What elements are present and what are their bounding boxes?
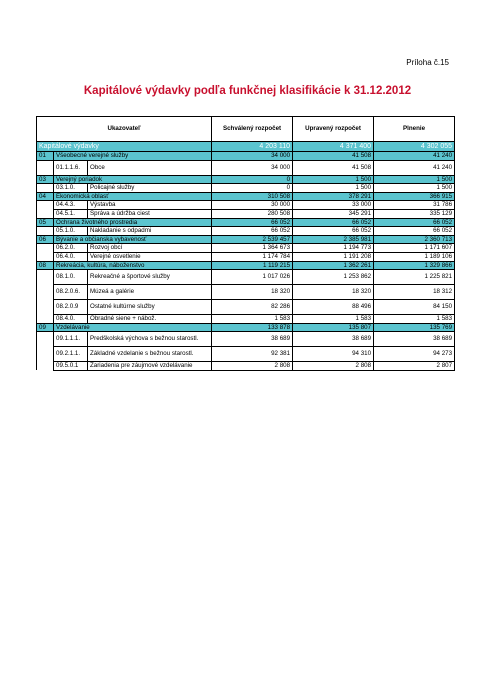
section-code: 09 [37, 323, 54, 332]
item-code: 06.4.0. [54, 252, 88, 261]
adjusted-value: 345 291 [293, 209, 374, 218]
item-code: 06.2.0. [54, 244, 88, 253]
item-row [37, 332, 455, 347]
item-code: 05.1.0. [54, 227, 88, 236]
item-name: Ostatné kultúrne služby [88, 300, 212, 315]
indent-cell [37, 270, 54, 285]
approved-value: 66 052 [212, 227, 293, 236]
item-code: 08.2.0.6. [54, 285, 88, 300]
actual-value: 84 150 [374, 300, 455, 315]
item-name: Predškolská výchova s bežnou starostl. [88, 332, 212, 347]
adjusted-value: 41 508 [293, 160, 374, 175]
actual-value: 135 769 [374, 323, 455, 332]
adjusted-value: 135 807 [293, 323, 374, 332]
actual-value: 335 129 [374, 209, 455, 218]
section-name: Ekonomická oblasť [54, 192, 212, 201]
indent-cell [37, 285, 54, 300]
item-row [37, 285, 455, 300]
actual-value: 18 312 [374, 285, 455, 300]
item-row [37, 362, 455, 371]
section-name: Ochrana životného prostredia [54, 218, 212, 227]
item-name: Zariadenia pre záujmové vzdelávanie [88, 362, 212, 371]
indent-cell [37, 347, 54, 362]
adjusted-value: 2 808 [293, 362, 374, 371]
approved-value: 0 [212, 184, 293, 193]
adjusted-value: 2 385 981 [293, 235, 374, 244]
section-row [37, 218, 455, 227]
actual-value: 66 052 [374, 218, 455, 227]
item-row [37, 300, 455, 315]
item-code: 08.4.0. [54, 315, 88, 324]
actual-value: 38 689 [374, 332, 455, 347]
actual-value: 1 500 [374, 175, 455, 184]
section-code: 04 [37, 192, 54, 201]
indent-cell [37, 362, 54, 371]
item-name: Nakladanie s odpadmi [88, 227, 212, 236]
section-row [37, 152, 455, 161]
adjusted-value: 66 052 [293, 227, 374, 236]
approved-value: 1 174 784 [212, 252, 293, 261]
header-actual: Plnenie [374, 117, 455, 142]
adjusted-value: 378 291 [293, 192, 374, 201]
section-row [37, 192, 455, 201]
section-name: Všeobecné verejné služby [54, 152, 212, 161]
item-name: Policajné služby [88, 184, 212, 193]
item-name: Obce [88, 160, 212, 175]
approved-value: 2 808 [212, 362, 293, 371]
adjusted-value: 1 194 773 [293, 244, 374, 253]
approved-value: 1 364 673 [212, 244, 293, 253]
item-name: Rekreačné a športové služby [88, 270, 212, 285]
item-code: 08.2.0.9 [54, 300, 88, 315]
actual-value: 1 171 607 [374, 244, 455, 253]
section-row [37, 175, 455, 184]
adjusted-value: 1 583 [293, 315, 374, 324]
header-row [37, 117, 455, 142]
actual-value: 2 807 [374, 362, 455, 371]
section-row [37, 261, 455, 270]
adjusted-value: 41 508 [293, 152, 374, 161]
section-name: Vzdelávanie [54, 323, 212, 332]
item-code: 09.1.1.1. [54, 332, 88, 347]
section-row [37, 323, 455, 332]
total-adjusted: 4 371 400 [293, 142, 374, 152]
approved-value: 18 320 [212, 285, 293, 300]
approved-value: 280 508 [212, 209, 293, 218]
adjusted-value: 1 500 [293, 175, 374, 184]
approved-value: 92 381 [212, 347, 293, 362]
approved-value: 1 583 [212, 315, 293, 324]
item-code: 01.1.1.6. [54, 160, 88, 175]
item-row [37, 184, 455, 193]
header-indicator: Ukazovateľ [37, 117, 212, 142]
table-body [37, 142, 455, 371]
section-code: 05 [37, 218, 54, 227]
item-row [37, 315, 455, 324]
approved-value: 34 000 [212, 152, 293, 161]
budget-table [36, 116, 455, 371]
approved-value: 1 119 215 [212, 261, 293, 270]
adjusted-value: 1 191 208 [293, 252, 374, 261]
actual-value: 366 915 [374, 192, 455, 201]
indent-cell [37, 300, 54, 315]
adjusted-value: 1 253 862 [293, 270, 374, 285]
adjusted-value: 1 362 261 [293, 261, 374, 270]
document-title: Kapitálové výdavky podľa funkčnej klasifikácie k 31.12.2012 [83, 85, 412, 97]
actual-value: 1 500 [374, 184, 455, 193]
total-row [37, 142, 455, 152]
item-row [37, 252, 455, 261]
adjusted-value: 38 689 [293, 332, 374, 347]
section-code: 06 [37, 235, 54, 244]
indent-cell [37, 184, 54, 193]
item-row [37, 347, 455, 362]
item-name: Verejné osvetlenie [88, 252, 212, 261]
section-code: 03 [37, 175, 54, 184]
item-name: Základné vzdelanie s bežnou starostl. [88, 347, 212, 362]
item-row [37, 201, 455, 210]
indent-cell [37, 209, 54, 218]
total-label: Kapitálové výdavky [37, 142, 212, 152]
adjusted-value: 94 310 [293, 347, 374, 362]
adjusted-value: 33 000 [293, 201, 374, 210]
item-row [37, 160, 455, 175]
item-name: Obradné siene + nábož. [88, 315, 212, 324]
approved-value: 310 508 [212, 192, 293, 201]
approved-value: 1 017 026 [212, 270, 293, 285]
annex-label: Príloha č.15 [406, 58, 449, 67]
actual-value: 31 786 [374, 201, 455, 210]
approved-value: 0 [212, 175, 293, 184]
section-code: 08 [37, 261, 54, 270]
indent-cell [37, 201, 54, 210]
actual-value: 1 329 866 [374, 261, 455, 270]
approved-value: 30 000 [212, 201, 293, 210]
item-code: 04.5.1. [54, 209, 88, 218]
approved-value: 2 539 457 [212, 235, 293, 244]
item-row [37, 244, 455, 253]
indent-cell [37, 332, 54, 347]
item-row [37, 209, 455, 218]
item-row [37, 270, 455, 285]
item-name: Správa a údržba ciest [88, 209, 212, 218]
item-name: Múzeá a galérie [88, 285, 212, 300]
actual-value: 41 240 [374, 160, 455, 175]
adjusted-value: 66 052 [293, 218, 374, 227]
actual-value: 1 189 106 [374, 252, 455, 261]
section-row [37, 235, 455, 244]
adjusted-value: 88 496 [293, 300, 374, 315]
actual-value: 1 583 [374, 315, 455, 324]
total-approved: 4 203 110 [212, 142, 293, 152]
item-name: Výstavba [88, 201, 212, 210]
indent-cell [37, 315, 54, 324]
item-code: 09.2.1.1. [54, 347, 88, 362]
actual-value: 66 052 [374, 227, 455, 236]
item-name: Rozvoj obcí [88, 244, 212, 253]
item-row [37, 227, 455, 236]
actual-value: 94 273 [374, 347, 455, 362]
item-code: 03.1.0. [54, 184, 88, 193]
header-approved: Schválený rozpočet [212, 117, 293, 142]
actual-value: 2 360 713 [374, 235, 455, 244]
approved-value: 34 000 [212, 160, 293, 175]
section-name: Bývanie a občianska vybavenosť [54, 235, 212, 244]
section-code: 01 [37, 152, 54, 161]
actual-value: 1 225 821 [374, 270, 455, 285]
approved-value: 133 878 [212, 323, 293, 332]
indent-cell [37, 252, 54, 261]
section-name: Verejný poriadok [54, 175, 212, 184]
section-name: Rekreácia, kultúra, náboženstvo [54, 261, 212, 270]
adjusted-value: 1 500 [293, 184, 374, 193]
approved-value: 66 052 [212, 218, 293, 227]
approved-value: 38 689 [212, 332, 293, 347]
header-adjusted: Upravený rozpočet [293, 117, 374, 142]
adjusted-value: 18 320 [293, 285, 374, 300]
approved-value: 82 286 [212, 300, 293, 315]
item-code: 09.5.0.1 [54, 362, 88, 371]
total-actual: 4 302 055 [374, 142, 455, 152]
indent-cell [37, 160, 54, 175]
indent-cell [37, 244, 54, 253]
actual-value: 41 240 [374, 152, 455, 161]
item-code: 04.4.3. [54, 201, 88, 210]
item-code: 08.1.0. [54, 270, 88, 285]
indent-cell [37, 227, 54, 236]
